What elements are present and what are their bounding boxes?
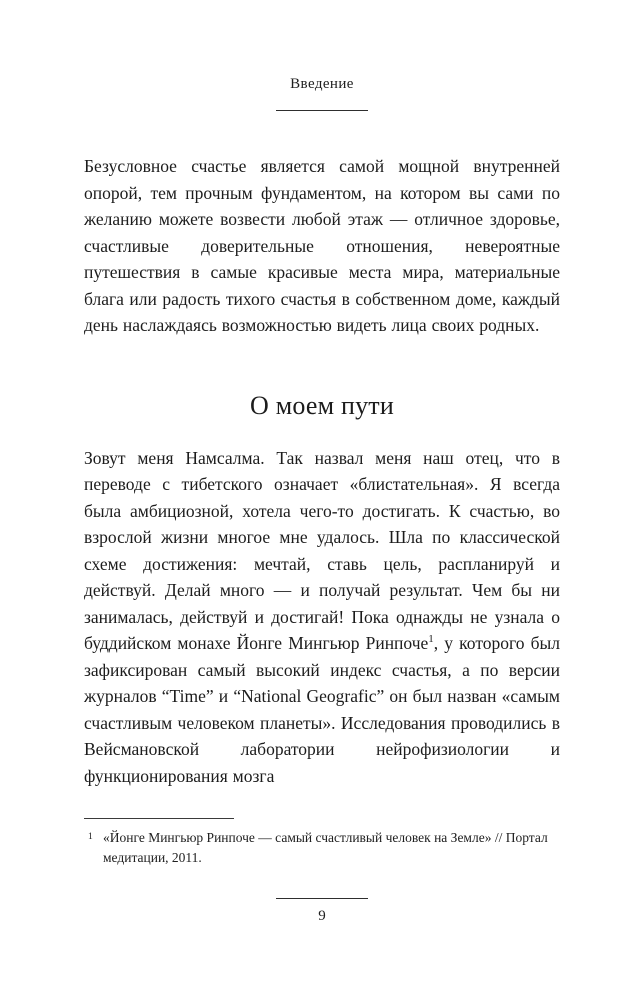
section-heading: О моем пути <box>250 390 394 420</box>
paragraph-journey <box>84 445 560 790</box>
page-number: 9 <box>318 908 326 924</box>
running-head: Введение <box>290 76 354 92</box>
footnote-divider <box>84 818 234 819</box>
footnote-reference: 1 <box>428 633 434 646</box>
footnote-block <box>84 818 560 867</box>
text-column <box>0 153 644 789</box>
header-divider <box>276 110 368 111</box>
footnote-marker: 1 <box>88 832 93 842</box>
footer-divider <box>276 898 368 899</box>
footnote <box>84 828 560 867</box>
paragraph-journey-text-before: Зовут меня Намсалма. Так назвал меня наш отец, что в переводе с тибетского означает «блистательная». Я всегда была амбициозной, хотела чего-то достигать. К счастью, во взрослой жизни многое мне удалось. Шла по классической схеме достижения: мечтай, ставь цель, распланируй и действуй. Делай много — и получай результат. Чем бы ни занималась, действуй и достигай! Пока однажды не узнала о буддийском монахе Йонге Мингьюр Ринпоче <box>84 447 560 653</box>
paragraph-intro: Безусловное счастье является самой мощной внутренней опорой, тем прочным фундаментом, на котором вы сами по желанию можете возвести любой этаж — отличное здоровье, счастливые доверительные отношения, невероятные путешествия в самые красивые места мира, материальные блага или радость тихого счастья в собственном доме, каждый день наслаждаясь возможностью видеть лица своих родных. <box>84 156 560 335</box>
footnote-text: «Йонге Мингьюр Ринпоче — самый счастливый человек на Земле» // Портал медитации, 2011. <box>103 830 548 865</box>
paragraph-journey-text-after: , у которого был зафиксирован самый высокий индекс счастья, а по версии журналов “Time” и “National Geografic” он был назван «самым счастливым человеком планеты». Исследования проводились в Вейсмановской лаборатории нейрофизиологии и функционирования мозга <box>84 633 560 786</box>
